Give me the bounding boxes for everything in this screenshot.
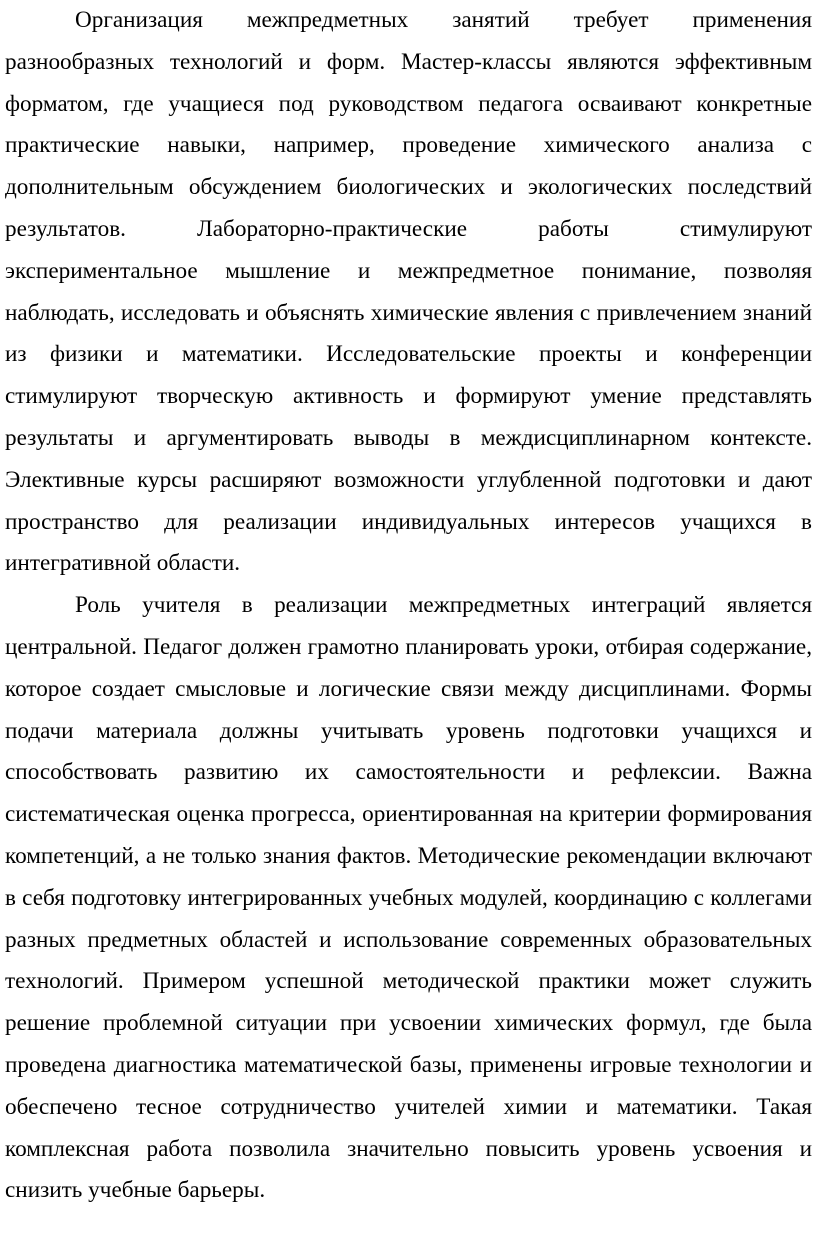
paragraph-interdisciplinary-forms: Организация межпредметных занятий требует применения разнообразных технологий и форм. Мастер-классы являются эффективным форматом, где учащиеся под руководством педагога осваивают конкретные практические навыки, например, проведение химического анализа с дополнительным обсуждением биологических и экологических последствий результатов. Лабораторно-практические работы стимулируют экспериментальное мышление и межпредметное понимание, позволяя наблюдать, исследовать и объяснять химические явления с привлечением знаний из физики и математики. Исследовательские проекты и конференции стимулируют творческую активность и формируют умение представлять результаты и аргументировать выводы в междисциплинарном контексте. Элективные курсы расширяют возможности углубленной подготовки и дают пространство для реализации индивидуальных интересов учащихся в интегративной области. [5, 7, 812, 577]
paragraph-teacher-role: Роль учителя в реализации межпредметных интеграций является центральной. Педагог должен грамотно планировать уроки, отбирая содержание, которое создает смысловые и логические связи между дисциплинами. Формы подачи материала должны учитывать уровень подготовки учащихся и способствовать развитию их самостоятельности и рефлексии. Важна систематическая оценка прогресса, ориентированная на критерии формирования компетенций, а не только знания фактов. Методические рекомендации включают в себя подготовку интегрированных учебных модулей, координацию с коллегами разных предметных областей и использование современных образовательных технологий. Примером успешной методической практики может служить решение проблемной ситуации при усвоении химических формул, где была проведена диагностика математической базы, применены игровые технологии и обеспечено тесное сотрудничество учителей химии и математики. Такая комплексная работа позволила значительно повысить уровень усвоения и снизить учебные барьеры. [5, 592, 812, 1204]
document-page [5, 0, 812, 1212]
